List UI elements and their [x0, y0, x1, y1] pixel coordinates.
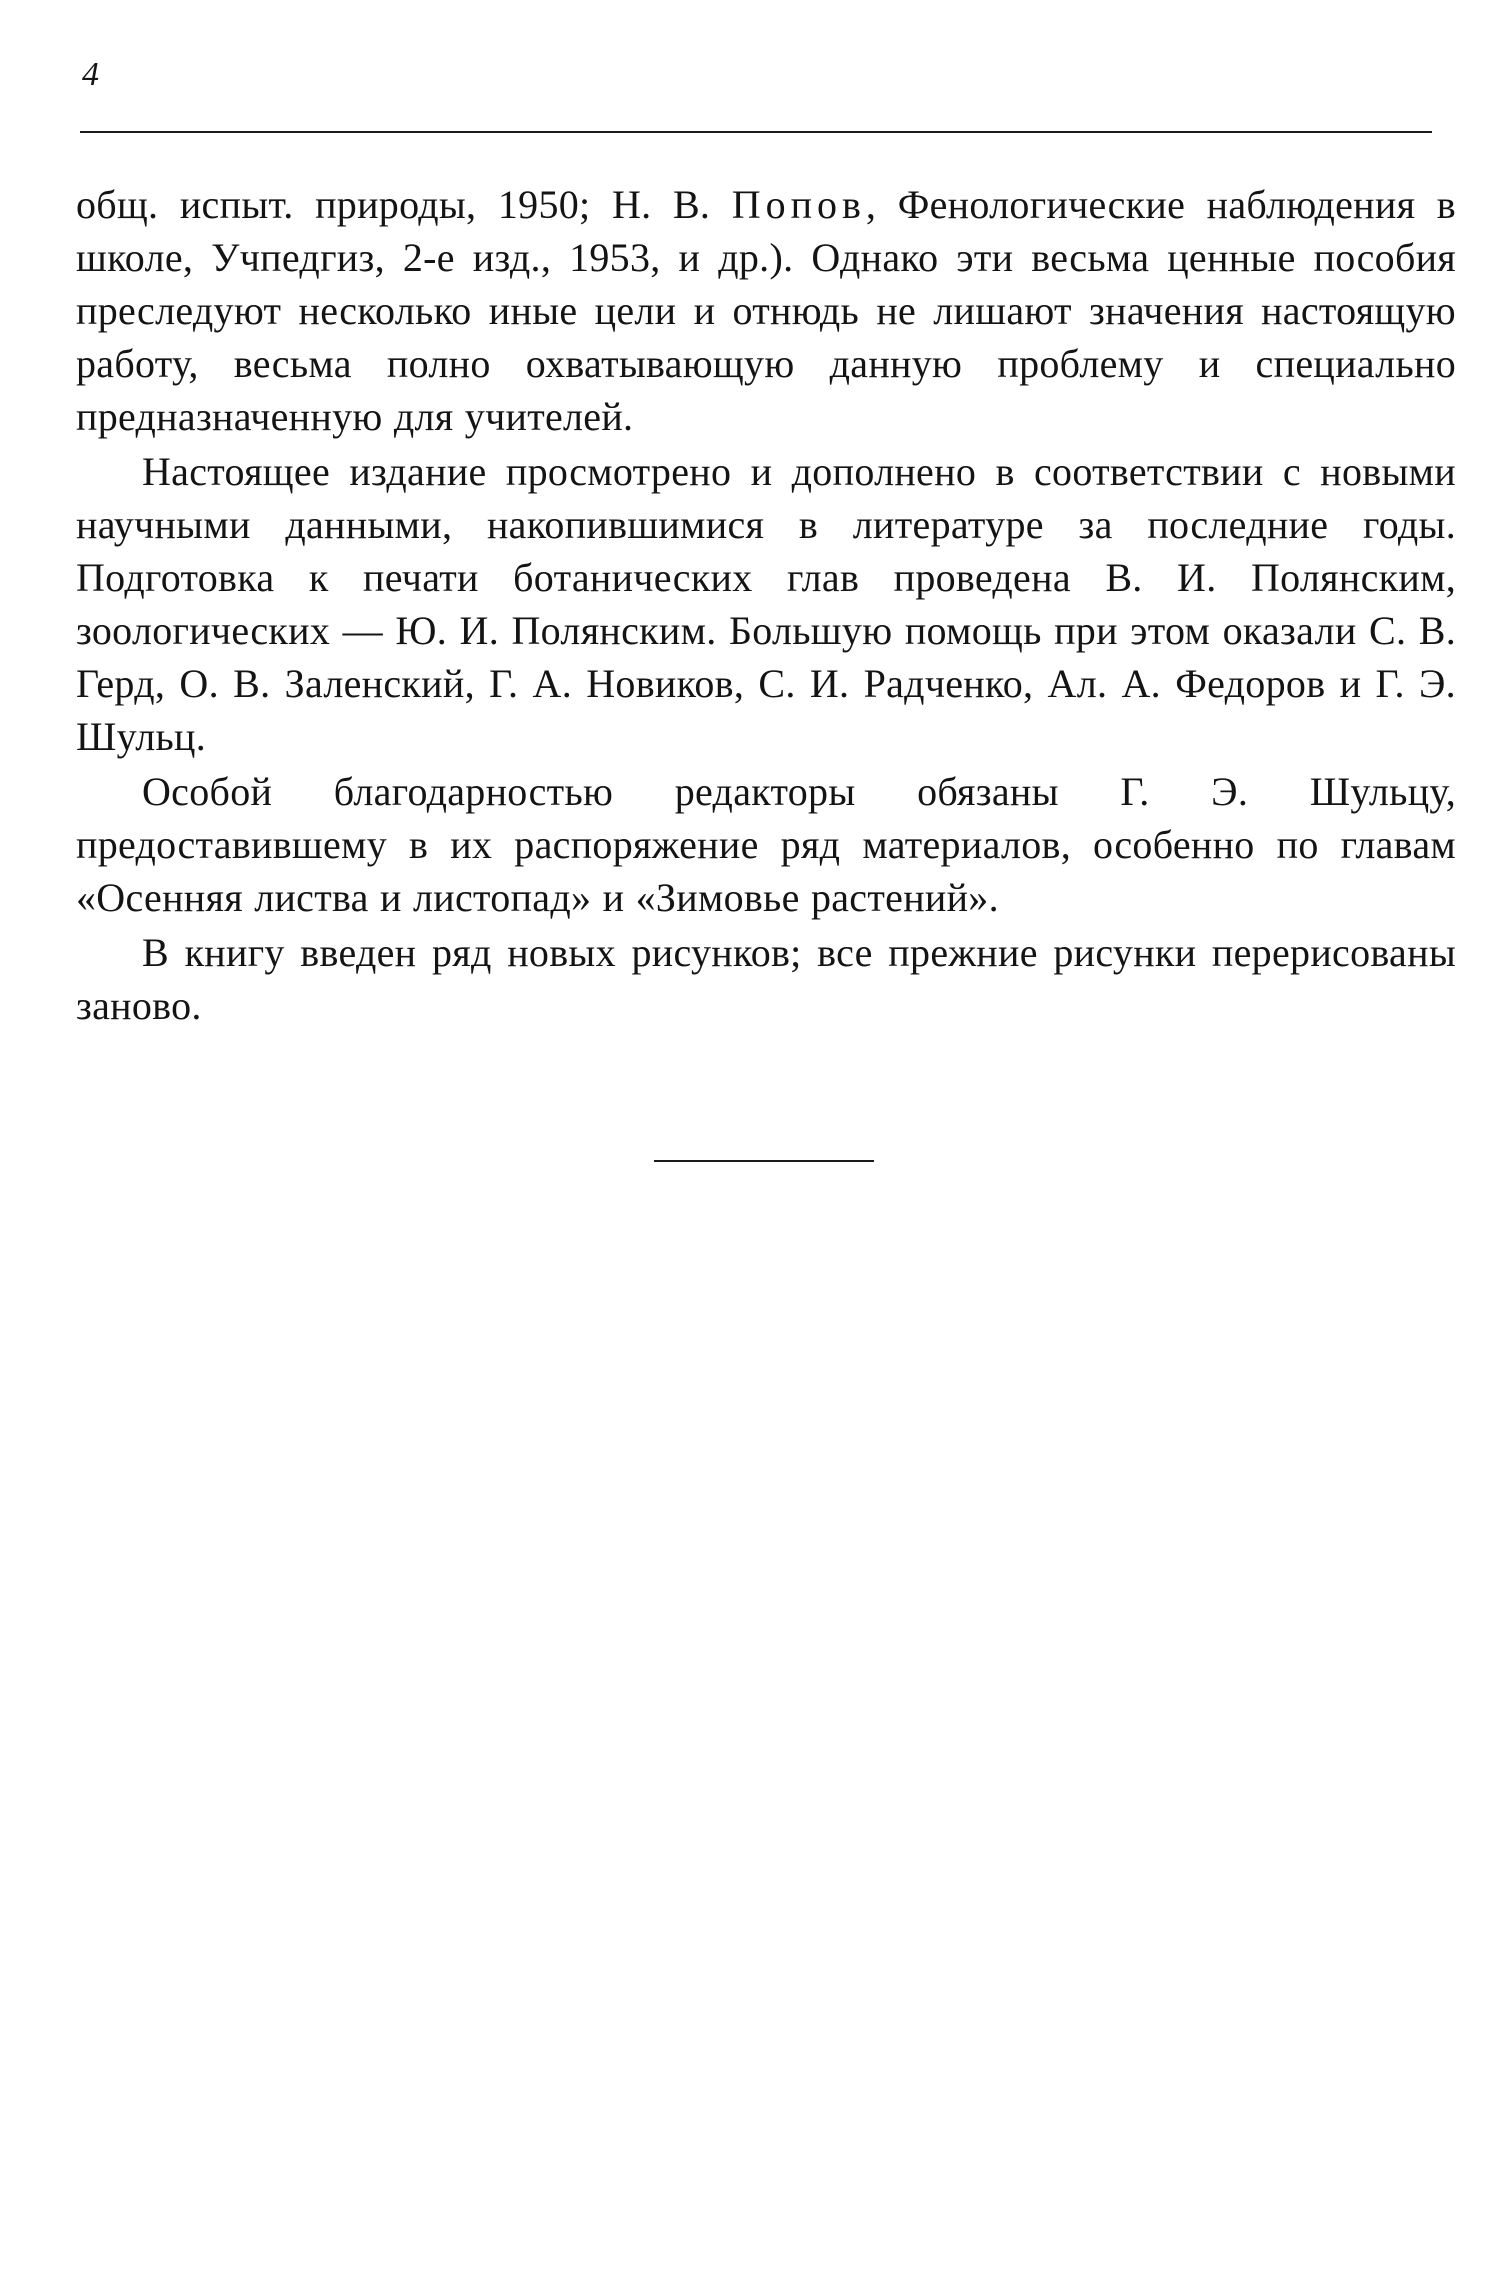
paragraph: Особой благодарностью редакторы обязаны Г. Э. Шульцу, предоставившему в их распоряжение ряд материалов, особенно по главам «Осенняя листва и листопад» и «Зимовье растений».: [76, 769, 1456, 920]
paragraph-text-start: общ. испыт. природы, 1950; Н. В.: [76, 182, 732, 227]
paragraph-text-end: , Фенологические наблюдения в школе, Учпедгиз, 2-е изд., 1953, и др.). Однако эти весьма ценные пособия преследуют несколько иные цели и отнюдь не лишают значения настоящую работу, весьма полно охватывающую данную проблему и специально предназначенную для учителей.: [76, 182, 1456, 439]
paragraph: Настоящее издание просмотрено и дополнено в соответствии с новыми научными данными, накопившимися в литературе за последние годы. Подготовка к печати ботанических глав проведена В. И. Полянским, зоологических — Ю. И. Полянским. Большую помощь при этом оказали С. В. Герд, О. В. Заленский, Г. А. Новиков, С. И. Радченко, Ал. А. Федоров и Г. Э. Шульц.: [76, 449, 1456, 759]
body-text: [76, 178, 1456, 1032]
paragraph-continued: [76, 178, 1456, 443]
paragraph: В книгу введен ряд новых рисунков; все прежние рисунки перерисованы заново.: [76, 930, 1456, 1028]
page-number: 4: [82, 56, 99, 93]
header-divider: [80, 131, 1432, 133]
section-end-rule: [654, 1160, 874, 1162]
author-name-spaced: Попов: [731, 182, 866, 227]
